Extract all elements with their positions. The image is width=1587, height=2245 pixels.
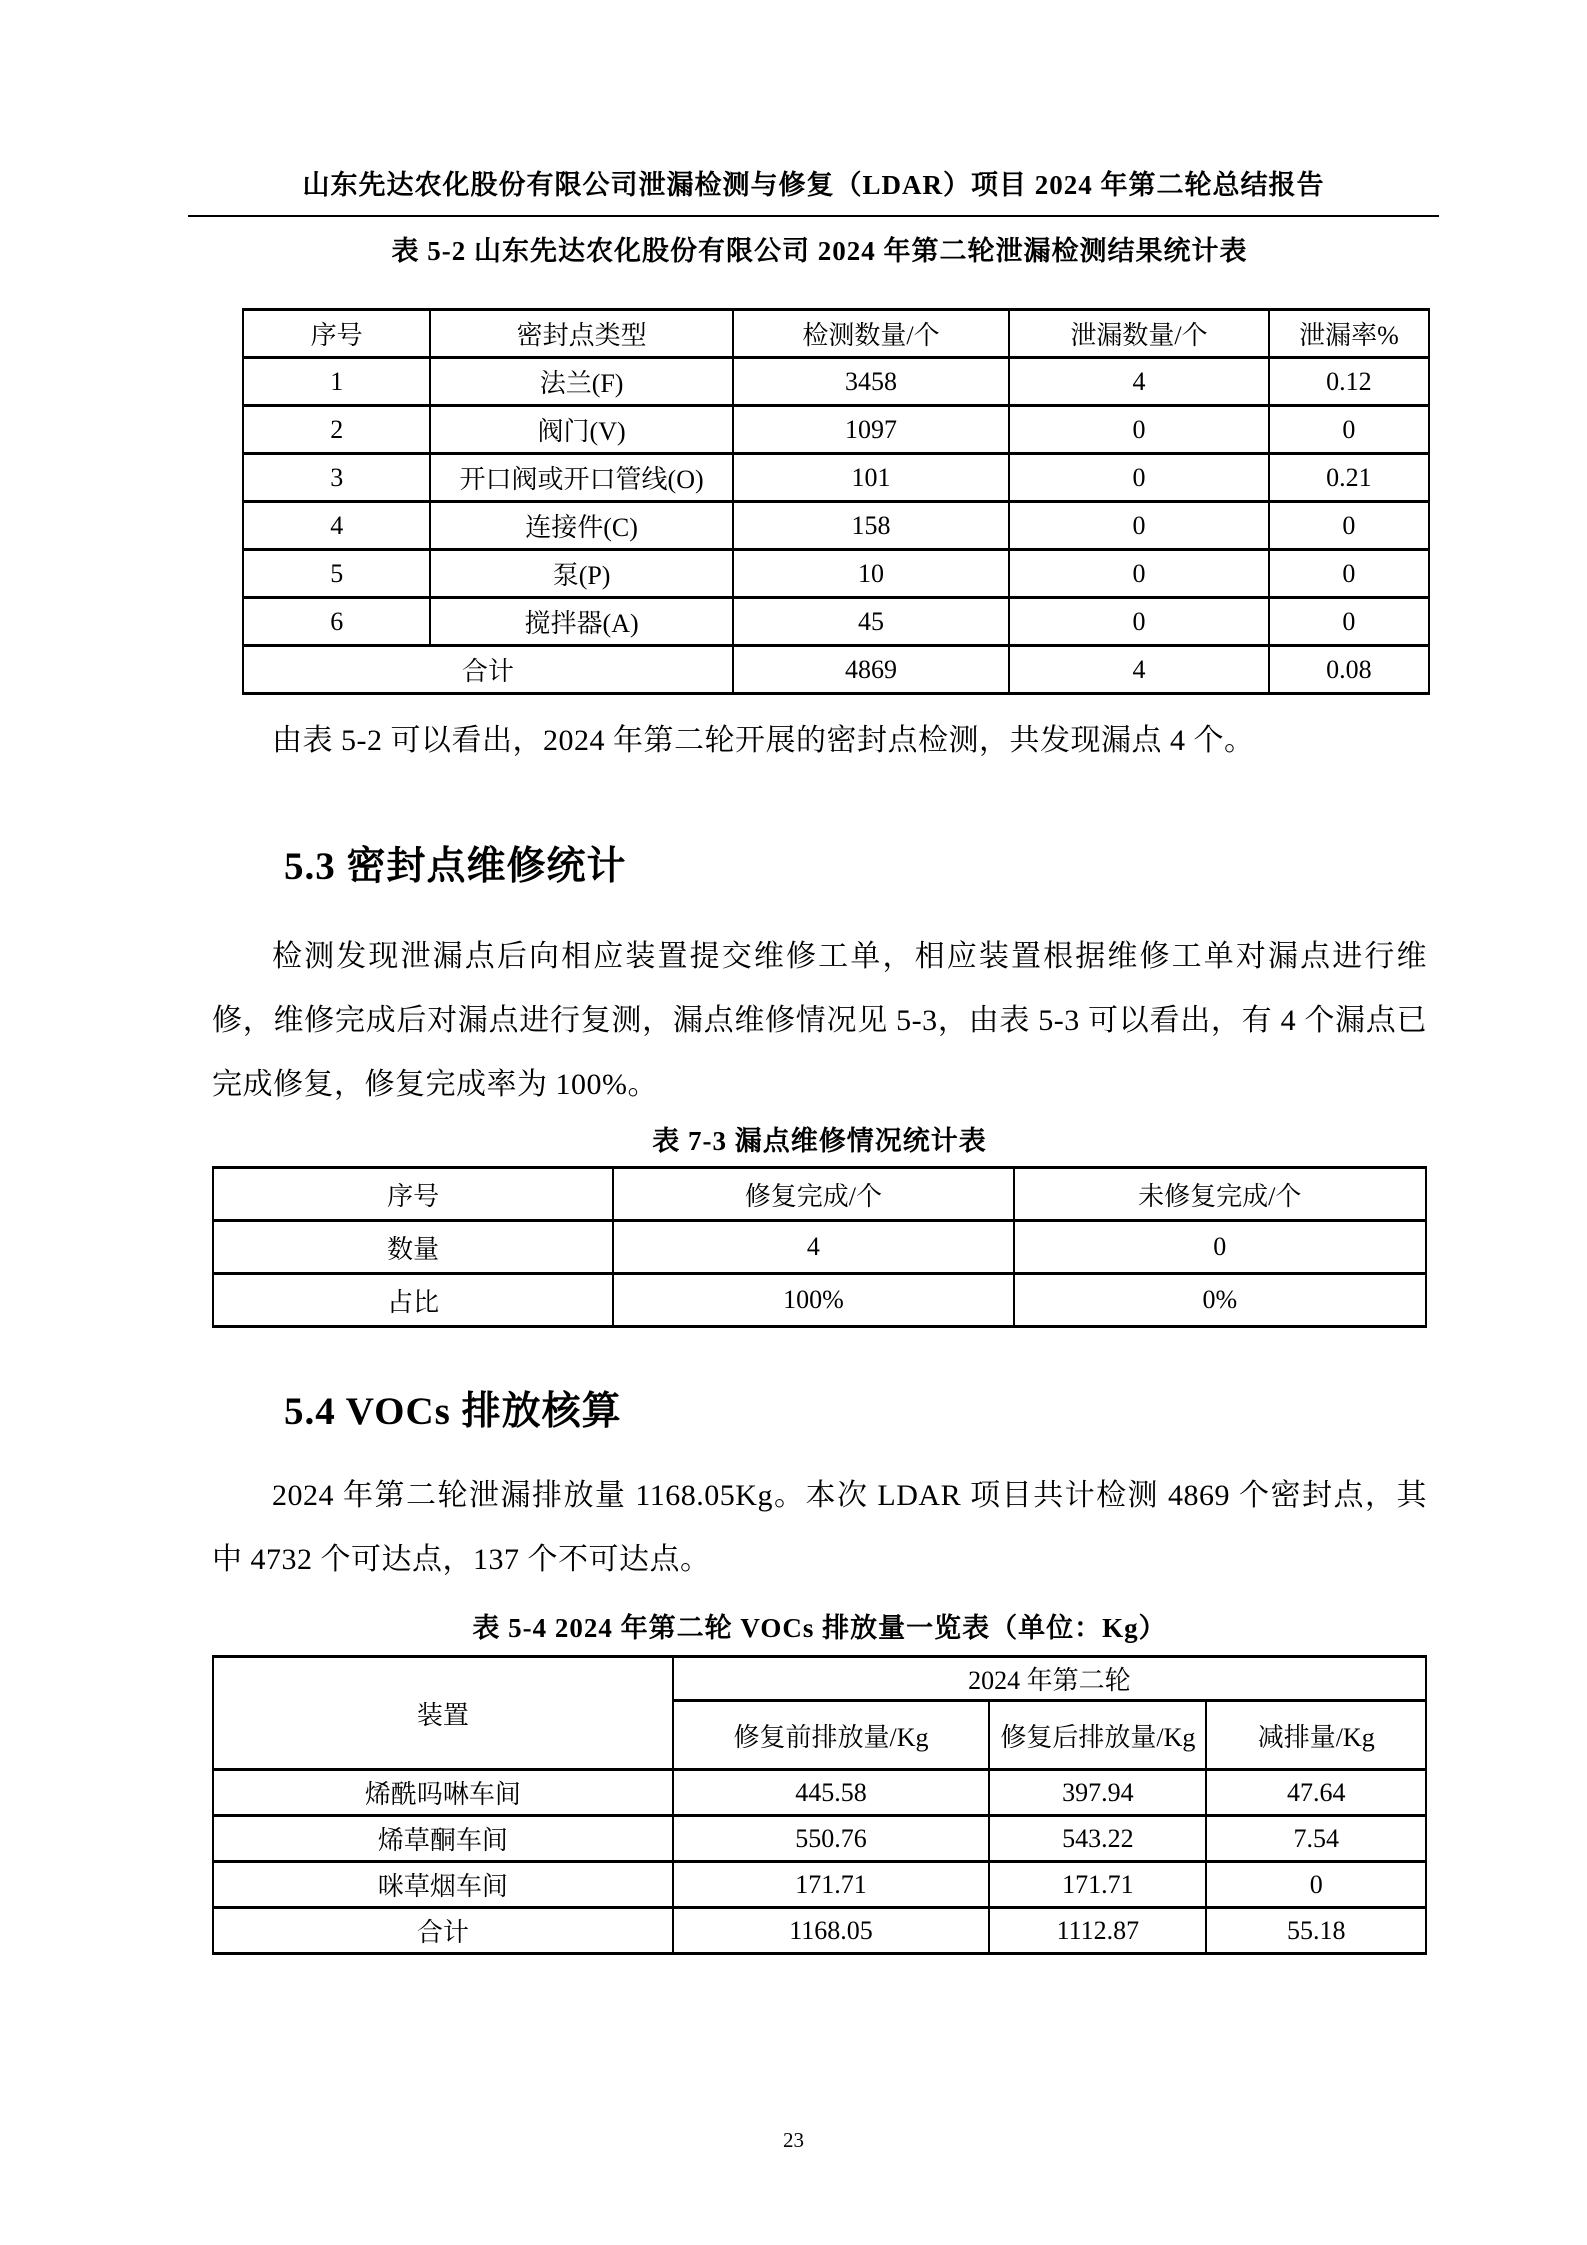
table-cell: 10 [733, 550, 1009, 598]
table-cell: 搅拌器(A) [430, 598, 732, 646]
table-cell: 0 [1009, 598, 1269, 646]
table-row [243, 406, 1429, 454]
table-cell: 397.94 [989, 1770, 1206, 1816]
table-cell: 55.18 [1206, 1908, 1426, 1954]
table-cell: 1168.05 [673, 1908, 990, 1954]
table-row [213, 1816, 1426, 1862]
table-row [213, 1770, 1426, 1816]
table-cell: 0 [1009, 550, 1269, 598]
table-cell: 171.71 [989, 1862, 1206, 1908]
table-cell: 0 [1269, 550, 1429, 598]
table-row [243, 550, 1429, 598]
table-cell: 阀门(V) [430, 406, 732, 454]
table-cell: 咪草烟车间 [213, 1862, 673, 1908]
table-cell: 0.08 [1269, 646, 1429, 694]
table-cell: 0% [1014, 1274, 1426, 1327]
table-cell: 0 [1009, 454, 1269, 502]
column-header: 序号 [213, 1168, 613, 1221]
table-cell: 543.22 [989, 1816, 1206, 1862]
column-header: 未修复完成/个 [1014, 1168, 1426, 1221]
table-cell: 550.76 [673, 1816, 990, 1862]
table-cell: 开口阀或开口管线(O) [430, 454, 732, 502]
column-header: 修复后排放量/Kg [989, 1701, 1206, 1770]
table-group-header-row [213, 1657, 1426, 1701]
table-cell: 4869 [733, 646, 1009, 694]
column-header: 检测数量/个 [733, 310, 1009, 358]
column-header: 减排量/Kg [1206, 1701, 1426, 1770]
section-5-4-paragraph: 2024 年第二轮泄漏排放量 1168.05Kg。本次 LDAR 项目共计检测 4869 个密封点，其中 4732 个可达点，137 个不可达点。 [212, 1479, 1427, 1576]
table-cell: 4 [243, 502, 430, 550]
table-row [213, 1168, 1426, 1221]
table-cell: 445.58 [673, 1770, 990, 1816]
table-row [243, 502, 1429, 550]
page-number: 23 [783, 2128, 804, 2152]
total-label: 合计 [243, 646, 733, 694]
table-cell: 45 [733, 598, 1009, 646]
table-total-row [213, 1908, 1426, 1954]
table-cell: 1097 [733, 406, 1009, 454]
table-cell: 47.64 [1206, 1770, 1426, 1816]
table-row [243, 454, 1429, 502]
table-7-3 [212, 1166, 1427, 1328]
paragraph-after-table-5-2: 由表 5-2 可以看出，2024 年第二轮开展的密封点检测，共发现漏点 4 个。 [272, 724, 1255, 757]
table-row [243, 358, 1429, 406]
table-row [243, 310, 1429, 358]
table-cell: 100% [613, 1274, 1013, 1327]
table-7-3-caption: 表 7-3 漏点维修情况统计表 [652, 1126, 987, 1156]
table-cell: 烯草酮车间 [213, 1816, 673, 1862]
table-cell: 烯酰吗啉车间 [213, 1770, 673, 1816]
table-cell: 171.71 [673, 1862, 990, 1908]
table-cell: 0 [1009, 406, 1269, 454]
table-cell: 连接件(C) [430, 502, 732, 550]
column-header: 泄漏率% [1269, 310, 1429, 358]
column-header: 修复前排放量/Kg [673, 1701, 990, 1770]
table-row [213, 1221, 1426, 1274]
table-cell: 0 [1009, 502, 1269, 550]
device-column-header: 装置 [213, 1657, 673, 1770]
table-cell: 4 [1009, 358, 1269, 406]
table-cell: 4 [1009, 646, 1269, 694]
table-cell: 101 [733, 454, 1009, 502]
table-cell: 法兰(F) [430, 358, 732, 406]
table-cell: 5 [243, 550, 430, 598]
table-cell: 数量 [213, 1221, 613, 1274]
table-cell: 0 [1269, 598, 1429, 646]
table-cell: 3 [243, 454, 430, 502]
table-row [213, 1862, 1426, 1908]
column-header: 修复完成/个 [613, 1168, 1013, 1221]
table-cell: 3458 [733, 358, 1009, 406]
table-cell: 6 [243, 598, 430, 646]
table-cell: 1 [243, 358, 430, 406]
table-cell: 0.12 [1269, 358, 1429, 406]
table-cell: 2 [243, 406, 430, 454]
table-total-row [243, 646, 1429, 694]
round-group-header: 2024 年第二轮 [673, 1657, 1426, 1701]
total-label: 合计 [213, 1908, 673, 1954]
column-header: 序号 [243, 310, 430, 358]
table-cell: 0 [1269, 502, 1429, 550]
table-cell: 7.54 [1206, 1816, 1426, 1862]
table-cell: 0 [1269, 406, 1429, 454]
column-header: 密封点类型 [430, 310, 732, 358]
running-head-title: 山东先达农化股份有限公司泄漏检测与修复（LDAR）项目 2024 年第二轮总结报告 [188, 163, 1439, 217]
table-cell: 158 [733, 502, 1009, 550]
table-cell: 0 [1206, 1862, 1426, 1908]
table-cell: 4 [613, 1221, 1013, 1274]
table-5-4 [212, 1655, 1427, 1955]
table-cell: 0 [1014, 1221, 1426, 1274]
table-cell: 占比 [213, 1274, 613, 1327]
table-row [213, 1274, 1426, 1327]
table-row [243, 598, 1429, 646]
table-5-2-caption: 表 5-2 山东先达农化股份有限公司 2024 年第二轮泄漏检测结果统计表 [391, 236, 1248, 266]
section-5-3-paragraph: 检测发现泄漏点后向相应装置提交维修工单，相应装置根据维修工单对漏点进行维修，维修完成后对漏点进行复测，漏点维修情况见 5-3，由表 5-3 可以看出，有 4 个漏点已完成修复，修复完成率为 100%。 [212, 940, 1427, 1101]
column-header: 泄漏数量/个 [1009, 310, 1269, 358]
section-5-4-heading: 5.4 VOCs 排放核算 [284, 1390, 622, 1433]
section-5-3-heading: 5.3 密封点维修统计 [284, 845, 627, 888]
table-5-4-caption: 表 5-4 2024 年第二轮 VOCs 排放量一览表（单位：Kg） [472, 1613, 1167, 1643]
table-cell: 泵(P) [430, 550, 732, 598]
table-cell: 0.21 [1269, 454, 1429, 502]
page-content [212, 0, 1427, 1955]
table-cell: 1112.87 [989, 1908, 1206, 1954]
table-5-2 [242, 308, 1430, 695]
